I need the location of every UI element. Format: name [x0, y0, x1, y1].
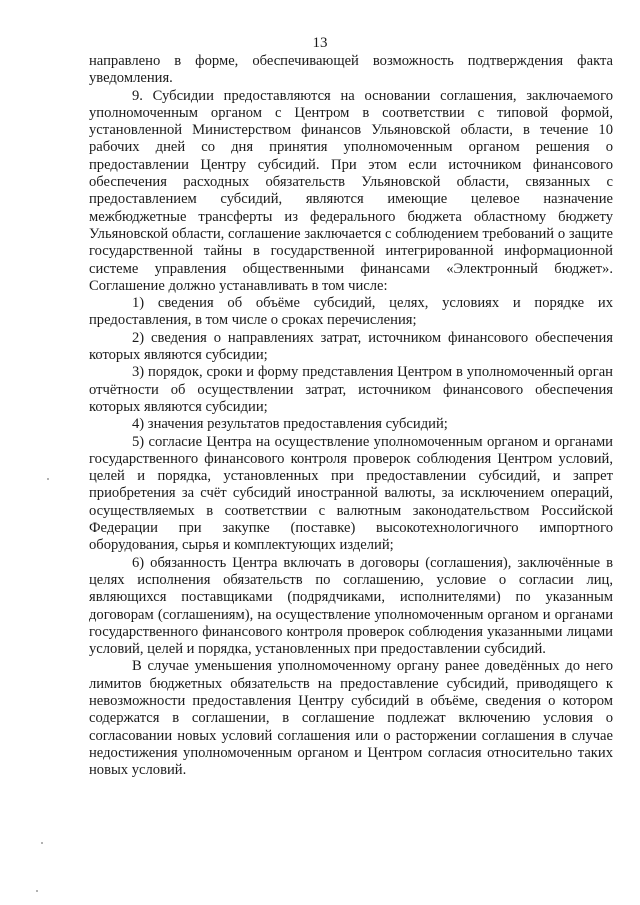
paragraph-continuation: направлено в форме, обеспечивающей возможность подтверждения факта уведомления. [89, 53, 613, 87]
document-text [89, 53, 613, 779]
paragraph-subitem-4: 4) значения результатов предоставления субсидий; [132, 416, 448, 433]
paragraph-subitem-2: 2) сведения о направлениях затрат, источником финансового обеспечения которых являются субсидии; [89, 329, 613, 364]
paragraph-subitem-3: 3) порядок, сроки и форму представления Центром в уполномоченный орган отчётности об осуществлении затрат, источником финансового обеспечения которых являются субсидии; [89, 364, 613, 415]
page-number: 13 [312, 35, 328, 51]
scan-speck [47, 478, 49, 480]
paragraph-limits-reduction: В случае уменьшения уполномоченному органу ранее доведённых до него лимитов бюджетных обязательств на предоставление субсидий, приводящего к невозможности предоставления Центру субсидий в объёме, сведения о котором содержатся в соглашении, в соглашение подлежат включению условия о согласовании новых условий соглашения или о расторжении соглашения в случае недостижения уполномоченным органом и Центром согласия относительно таких новых условий. [89, 658, 613, 779]
scan-speck [41, 842, 43, 844]
scan-speck [36, 890, 38, 892]
paragraph-subitem-5: 5) согласие Центра на осуществление уполномоченным органом и органами государственного финансового контроля проверок соблюдения Центром условий, целей и порядка, установленных при предоставлении субсидий, и запрет приобретения за счёт субсидий иностранной валюты, за исключением операций, осуществляемых в соответствии с валютным законодательством Российской Федерации при закупке (поставке) высокотехнологичного импортного оборудования, сырья и комплектующих изделий; [89, 433, 613, 554]
paragraph-subitem-6: 6) обязанность Центра включать в договоры (соглашения), заключённые в целях исполнения обязательств по соглашению, условие о согласии лиц, являющихся поставщиками (подрядчиками, исполнителями) по указанным договорам (соглашениям), на осуществление уполномоченным органом и органами государственного финансового контроля проверок соблюдения указанными лицами условий, целей и порядка, установленных при предоставлении субсидий. [89, 554, 613, 658]
paragraph-item-9: 9. Субсидии предоставляются на основании соглашения, заключаемого уполномоченным органом с Центром в соответствии с типовой формой, установленной Министерством финансов Ульяновской области, в течение 10 рабочих дней со дня принятия уполномоченным органом решения о предоставлении Центру субсидий. При этом если источником финансового обеспечения расходных обязательств Ульяновской области, связанных с предоставлением субсидий, являются имеющие целевое назначение межбюджетные трансферты из федерального бюджета областному бюджету Ульяновской области, соглашение заключается с соблюдением требований о защите государственной тайны в государственной интегрированной информационной системе управления общественными финансами «Электронный бюджет». Соглашение должно устанавливать в том числе: [89, 87, 613, 294]
paragraph-subitem-1: 1) сведения об объёме субсидий, целях, условиях и порядке их предоставления, в том числе о сроках перечисления; [89, 295, 613, 329]
